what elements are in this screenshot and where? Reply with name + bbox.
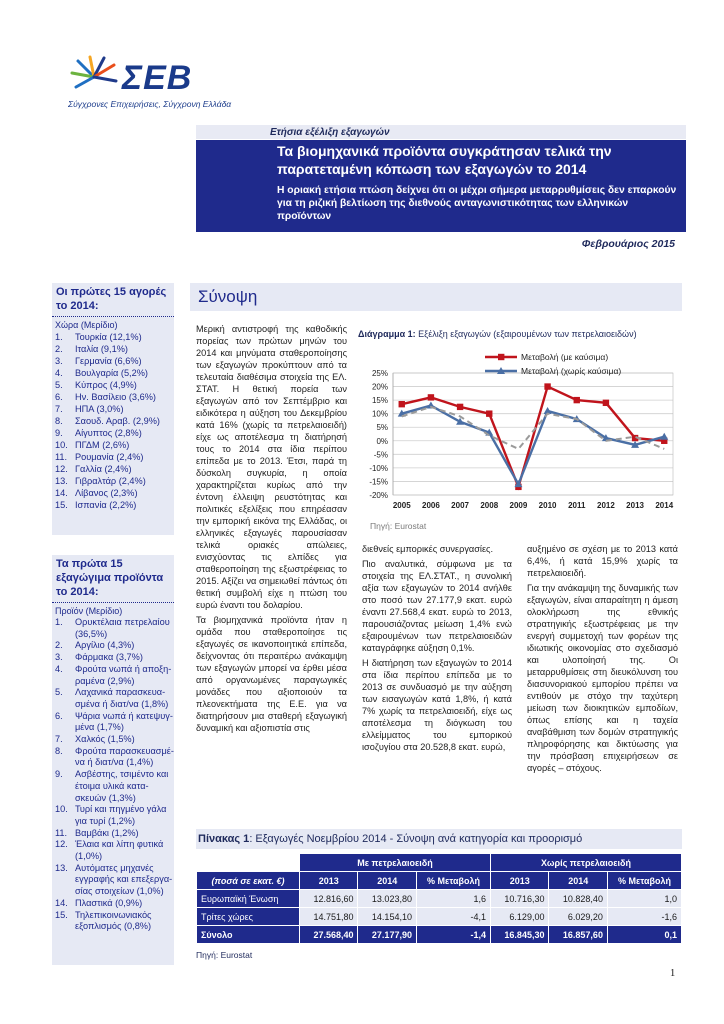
list-item (55, 367, 174, 379)
list-item (55, 746, 174, 769)
list-item (55, 463, 174, 475)
group-header-with-fuel: Με πετρελαιοειδή (300, 854, 491, 872)
list-item-text: ΗΠΑ (3,0%) (75, 404, 124, 414)
list-item-text: Τυρί και πηγμένο γάλα για τυρί (1,2%) (75, 804, 167, 826)
top-markets-subtitle: Χώρα (Μερίδιο) (55, 320, 118, 330)
list-item (55, 427, 174, 439)
list-item (55, 828, 174, 840)
list-item-text: Ρουμανία (2,4%) (75, 452, 144, 462)
list-item-number: 13. (55, 862, 68, 873)
y-tick-label: -15% (369, 477, 388, 487)
list-item-text: Σαουδ. Αραβ. (2,9%) (75, 416, 160, 426)
top-markets-list (52, 331, 174, 511)
list-item-text: ΠΓΔΜ (2,6%) (75, 440, 130, 450)
table-cell: 27.177,90 (358, 926, 416, 944)
data-point (457, 404, 463, 410)
list-item (55, 664, 174, 687)
data-point (544, 383, 550, 389)
x-tick-label: 2013 (626, 501, 644, 510)
list-item-number: 1. (55, 617, 63, 627)
x-tick-label: 2006 (422, 501, 440, 510)
list-item-text: Φάρμακα (3,7%) (75, 652, 143, 663)
list-item (55, 652, 174, 664)
list-item (55, 910, 174, 933)
table-cell: 10.716,30 (490, 890, 548, 908)
list-item-text: Ασβέστης, τσιμέντο και έτοιμα υλικά κατα-σκευών (1,3%) (75, 769, 169, 803)
list-item-number: 8. (55, 416, 63, 426)
list-item-text: Ψάρια νωπά ή κατεψυγ-μένα (1,7%) (75, 710, 173, 733)
table-cell: 10.828,40 (549, 890, 607, 908)
list-item-number: 3. (55, 356, 63, 366)
list-item-number: 7. (55, 734, 63, 745)
chart-caption (358, 329, 637, 339)
table-column-header: % Μεταβολή (607, 872, 681, 890)
data-point (486, 410, 492, 416)
divider (52, 316, 174, 317)
y-tick-label: -10% (369, 463, 388, 473)
list-item-text: Ορυκτέλαια πετρελαίου (36,5%) (75, 617, 170, 639)
table-cell: 6.129,00 (490, 908, 548, 926)
y-tick-label: -20% (369, 491, 388, 500)
table-cell: 13.023,80 (358, 890, 416, 908)
list-item (55, 499, 174, 511)
list-item-text: Τουρκία (12,1%) (75, 332, 142, 342)
chart-caption-label: Διάγραμμα 1: (358, 329, 416, 339)
list-item (55, 711, 174, 734)
table-cell: 12.816,60 (300, 890, 358, 908)
list-item-text: Φρούτα νωπά ή αποξη-ραμένα (2,9%) (75, 663, 172, 686)
y-tick-label: 10% (371, 409, 388, 419)
top-products-list (52, 617, 174, 933)
table-cell: 27.568,40 (300, 926, 358, 944)
y-tick-label: 25% (371, 369, 388, 378)
table-group-header-row (197, 854, 682, 872)
table-row-label: Τρίτες χώρες (197, 908, 300, 926)
data-point (399, 401, 405, 407)
table-caption (196, 829, 682, 849)
exports-table (196, 853, 682, 944)
chart-source: Πηγή: Eurostat (370, 521, 427, 531)
list-item-number: 4. (55, 368, 63, 378)
table-column-header: % Μεταβολή (416, 872, 490, 890)
table-caption-label: Πίνακας 1 (198, 833, 250, 845)
list-item-text: Λαχανικά παρασκευα-σμένα ή διατ/να (1,8%) (75, 687, 169, 709)
list-item-number: 2. (55, 640, 63, 651)
list-item-text: Λίβανος (2,3%) (75, 488, 138, 498)
list-item-number: 14. (55, 897, 68, 908)
x-tick-label: 2007 (451, 501, 469, 510)
series-line (402, 406, 665, 485)
x-tick-label: 2012 (597, 501, 615, 510)
table-row-label: Σύνολο (197, 926, 300, 944)
y-tick-label: 0% (376, 436, 388, 446)
y-tick-label: 15% (371, 396, 388, 406)
x-tick-label: 2008 (480, 501, 499, 510)
exports-line-chart (355, 345, 680, 517)
list-item-number: 7. (55, 404, 63, 414)
list-item-text: Ιταλία (9,1%) (75, 344, 128, 354)
list-item-text: Ισπανία (2,2%) (75, 500, 137, 510)
list-item-text: Φρούτα παρασκευασμέ-να ή διατ/να (1,4%) (75, 745, 174, 768)
list-item-text: Πλαστικά (0,9%) (75, 897, 143, 908)
table-cell: 16.845,30 (490, 926, 548, 944)
list-item-text: Γερμανία (6,6%) (75, 356, 142, 366)
series-line (402, 387, 665, 487)
list-item-number: 14. (55, 488, 68, 498)
legend-marker (498, 354, 504, 360)
list-item-number: 12. (55, 464, 68, 474)
list-item-number: 6. (55, 392, 63, 402)
list-item (55, 769, 174, 804)
list-item-text: Ην. Βασίλειο (3,6%) (75, 392, 156, 402)
page-title: Τα βιομηχανικά προϊόντα συγκράτησαν τελικά την παρατεταμένη κόπωση των εξαγωγών το 2014 (277, 143, 612, 177)
table-column-header: 2013 (300, 872, 358, 890)
legend-label: Μεταβολή (χωρίς καύσιμα) (521, 366, 622, 376)
list-item (55, 391, 174, 403)
list-item (55, 331, 174, 343)
paragraph: αυξημένο σε σχέση με το 2013 κατά 6,4%, ή κατά 15,9% χωρίς τα πετρελαιοειδή. (527, 544, 678, 578)
table-column-header: 2014 (358, 872, 416, 890)
x-tick-label: 2005 (392, 501, 411, 510)
list-item-number: 13. (55, 476, 68, 486)
y-tick-label: 20% (371, 382, 388, 392)
summary-heading-box (190, 283, 682, 311)
list-item (55, 403, 174, 415)
x-tick-label: 2014 (655, 501, 674, 510)
table-row (197, 890, 682, 908)
top-products-subtitle: Προϊόν (Μερίδιο) (55, 606, 123, 616)
table-cell: -4,1 (416, 908, 490, 926)
list-item-text: Χαλκός (1,5%) (75, 734, 135, 745)
list-item-text: Έλαια και λίπη φυτικά (1,0%) (75, 839, 164, 862)
table-source: Πηγή: Eurostat (196, 950, 253, 960)
table-cell: 14.154,10 (358, 908, 416, 926)
table-column-header: 2013 (490, 872, 548, 890)
list-item-number: 3. (55, 652, 63, 663)
top-markets-title: Οι πρώτες 15 αγορές το 2014: (56, 286, 167, 312)
list-item (55, 451, 174, 463)
table-cell: 16.857,60 (549, 926, 607, 944)
page-subtitle: Η οριακή ετήσια πτώση δείχνει ότι οι μέχρι σήμερα μεταρρυθμίσεις δεν επαρκούν για τη ριζική βελτίωση της διεθνούς ανταγωνιστικότητας των ελληνικών προϊόντων (277, 185, 677, 222)
paragraph: Για την ανάκαμψη της δυναμικής των εξαγωγών, είναι απαραίτητη η άμεση ολοκλήρωση της εθνικής στρατηγικής εξωστρέφειας με την ενεργή συμμετοχή των φορέων της ιδιωτικής οικονομίας στο σχεδιασμό και υλοποίησή της. Οι μεταρρυθμίσεις στη διευκόλυνση του διασυνοριακού εμπορίου πρέπει να εντιθούν με στόχο την ταχύτερη μείωση των διοικητικών εμποδίων, όπως επίσης και η ταχεία αναβάθμιση των δομών στρατηγικής πληροφόρησης και δικτύωσης για την πρόσβαση επιχειρήσεων σε αγορές – στόχους. (527, 583, 678, 773)
list-item-number: 11. (55, 827, 68, 838)
list-item (55, 734, 174, 746)
company-logo (68, 55, 232, 113)
logo-emblem-icon (68, 55, 120, 99)
legend-label: Μεταβολή (με καύσιμα) (521, 352, 609, 362)
report-date: Φεβρουάριος 2015 (581, 238, 675, 250)
list-item-text: Κύπρος (4,9%) (75, 380, 137, 390)
list-item (55, 839, 174, 862)
logo-wordmark: ΣΕΒ (122, 59, 193, 97)
list-item (55, 415, 174, 427)
list-item-number: 1. (55, 332, 63, 342)
data-point (574, 397, 580, 403)
table-cell: -1,4 (416, 926, 490, 944)
text-column-1 (196, 323, 347, 737)
list-item (55, 804, 174, 827)
top-products-box (52, 555, 174, 965)
list-item-number: 2. (55, 344, 63, 354)
summary-heading: Σύνοψη (198, 287, 258, 306)
list-item-text: Αργίλιο (4,3%) (75, 640, 135, 651)
list-item-text: Αυτόματες μηχανές εγγραφής και επεξεργα-σίας στοιχείων (1,0%) (75, 862, 173, 897)
list-item-number: 10. (55, 440, 68, 450)
table-cell: 1,6 (416, 890, 490, 908)
table-row (197, 908, 682, 926)
group-header-without-fuel: Χωρίς πετρελαιοειδή (490, 854, 681, 872)
list-item-text: Αίγυπτος (2,8%) (75, 428, 142, 438)
list-item (55, 687, 174, 710)
text-column-3 (527, 543, 678, 777)
top-products-title: Τα πρώτα 15 εξαγώγιμα προϊόντα το 2014: (56, 558, 164, 598)
header-category: Ετήσια εξέλιξη εξαγωγών (270, 127, 390, 138)
x-tick-label: 2009 (509, 501, 528, 510)
list-item (55, 343, 174, 355)
list-item-text: Γιβραλτάρ (2,4%) (75, 476, 146, 486)
list-item-text: Βουλγαρία (5,2%) (75, 368, 148, 378)
table-caption-text: : Εξαγωγές Νοεμβρίου 2014 - Σύνοψη ανά κατηγορία και προορισμό (249, 833, 583, 845)
y-tick-label: 5% (376, 423, 388, 433)
table-cell: 6.029,20 (549, 908, 607, 926)
list-item (55, 617, 174, 640)
table-unit-label: (ποσά σε εκατ. €) (197, 872, 300, 890)
list-item (55, 475, 174, 487)
text-column-2 (362, 543, 512, 756)
list-item-number: 4. (55, 663, 63, 674)
x-tick-label: 2011 (568, 501, 586, 510)
list-item-number: 15. (55, 500, 68, 510)
page-number: 1 (670, 968, 676, 979)
list-item-text: Βαμβάκι (1,2%) (75, 827, 139, 838)
table-cell: 14.751,80 (300, 908, 358, 926)
data-point (428, 394, 434, 400)
paragraph: Πιο αναλυτικά, σύμφωνα με τα στοιχεία της ΕΛ.ΣΤΑΤ., η συνολική αξία των εξαγωγών το 2014 ανήλθε στο ποσό των 27.177,9 εκατ. ευρώ έναντι 27.568,4 εκατ. ευρώ το 2013, παρουσιάζοντας μείωση 1,4% ενώ εξαιρουμένων των πετρελαιοειδών καταγράφηκε αύξηση 0,1%. (362, 559, 512, 653)
chart-caption-text: Εξέλιξη εξαγωγών (εξαιρουμένων των πετρελαιοειδών) (418, 329, 637, 339)
paragraph: διεθνείς εμπορικές συνεργασίες. (362, 544, 494, 554)
list-item-number: 10. (55, 804, 68, 815)
list-item-number: 6. (55, 710, 63, 721)
table-corner (197, 854, 300, 872)
table-column-header: 2014 (549, 872, 607, 890)
table-row-label: Ευρωπαϊκή Ένωση (197, 890, 300, 908)
list-item-text: Γαλλία (2,4%) (75, 464, 132, 474)
list-item (55, 898, 174, 910)
top-markets-box (52, 283, 174, 535)
table-cell: 1,0 (607, 890, 681, 908)
paragraph: Μερική αντιστροφή της καθοδικής πορείας των πρώτων μηνών του 2014 και μηνύματα σταθεροποίησης των εξαγωγών προκύπτουν από τα τελευταία διαθέσιμα στοιχεία της ΕΛ. ΣΤΑΤ. Η θετική πορεία των εξαγωγών από τον Σεπτέμβριο και ειδικότερα η αύξηση του Δεκεμβρίου κατά 16% (χωρίς τα πετρελαιοειδή) είχε ως αποτέλεσμα τη διατήρησή τους το 2014 στα ίδια περίπου επίπεδα με το 2013. Έτσι, παρά τη δύσκολη συγκυρία, η οποία χαρακτηρίζεται κυρίως από την έντονη έλλειψη ρευστότητας και πολιτικές εξελίξεις που επηρέασαν την εμπορική εικόνα της Ελλάδας, οι ελληνικές εξαγωγές παρουσίασαν τελικά οριακές απώλειες, ενισχύοντας τις ελπίδες για σταθεροποίηση της εξωστρέφειας το 2015. Αξίζει να σημειωθεί πάντως ότι θετική συμβολή είχε η πτώση του ευρώ έναντι του δολαρίου. (196, 324, 347, 610)
list-item-number: 5. (55, 687, 63, 698)
paragraph: Τα βιομηχανικά προϊόντα ήταν η ομάδα που σταθεροποίησε τις εξαγωγές σε ικανοποιητικά επίπεδα, δείχνοντας ότι περαιτέρω ανάκαμψη των εξαγωγών μπορεί να έρθει μέσα από οργανωμένες παραγωγικές μονάδες που αξιοποιούν τα πλεονεκτήματα της Ε.Ε. για να διατηρήσουν μια σταθερή εξαγωγική δυναμική και αξιοπιστία στις (196, 615, 347, 733)
list-item (55, 439, 174, 451)
list-item-number: 12. (55, 839, 68, 850)
list-item-text: Τηλεπικοινωνιακός εξοπλισμός (0,8%) (75, 909, 152, 932)
list-item-number: 9. (55, 769, 63, 780)
data-point (603, 400, 609, 406)
list-item (55, 487, 174, 499)
list-item (55, 640, 174, 652)
list-item-number: 5. (55, 380, 63, 390)
list-item (55, 379, 174, 391)
table-column-header-row (197, 872, 682, 890)
list-item-number: 15. (55, 909, 68, 920)
list-item-number: 8. (55, 745, 63, 756)
list-item (55, 355, 174, 367)
table-row (197, 926, 682, 944)
logo-tagline: Σύγχρονες Επιχειρήσεις, Σύγχρονη Ελλάδα (68, 99, 232, 109)
data-point (660, 433, 668, 440)
list-item-number: 9. (55, 428, 63, 438)
paragraph: Η διατήρηση των εξαγωγών το 2014 στα ίδια περίπου επίπεδα με το 2013 σε συνδυασμό με την αύξηση των εισαγωγών κατά 1,8%, ή κατά 7% χωρίς τα πετρελαιοειδή, είχε ως αποτέλεσμα τη διόγκωση του ελλείμματος του εμπορικού ισοζυγίου στα 20.528,8 εκατ. ευρώ, (362, 658, 512, 752)
list-item (55, 863, 174, 898)
divider (52, 602, 174, 603)
list-item-number: 11. (55, 452, 68, 462)
y-tick-label: -5% (373, 450, 388, 460)
table-cell: -1,6 (607, 908, 681, 926)
table-cell: 0,1 (607, 926, 681, 944)
x-tick-label: 2010 (538, 501, 557, 510)
